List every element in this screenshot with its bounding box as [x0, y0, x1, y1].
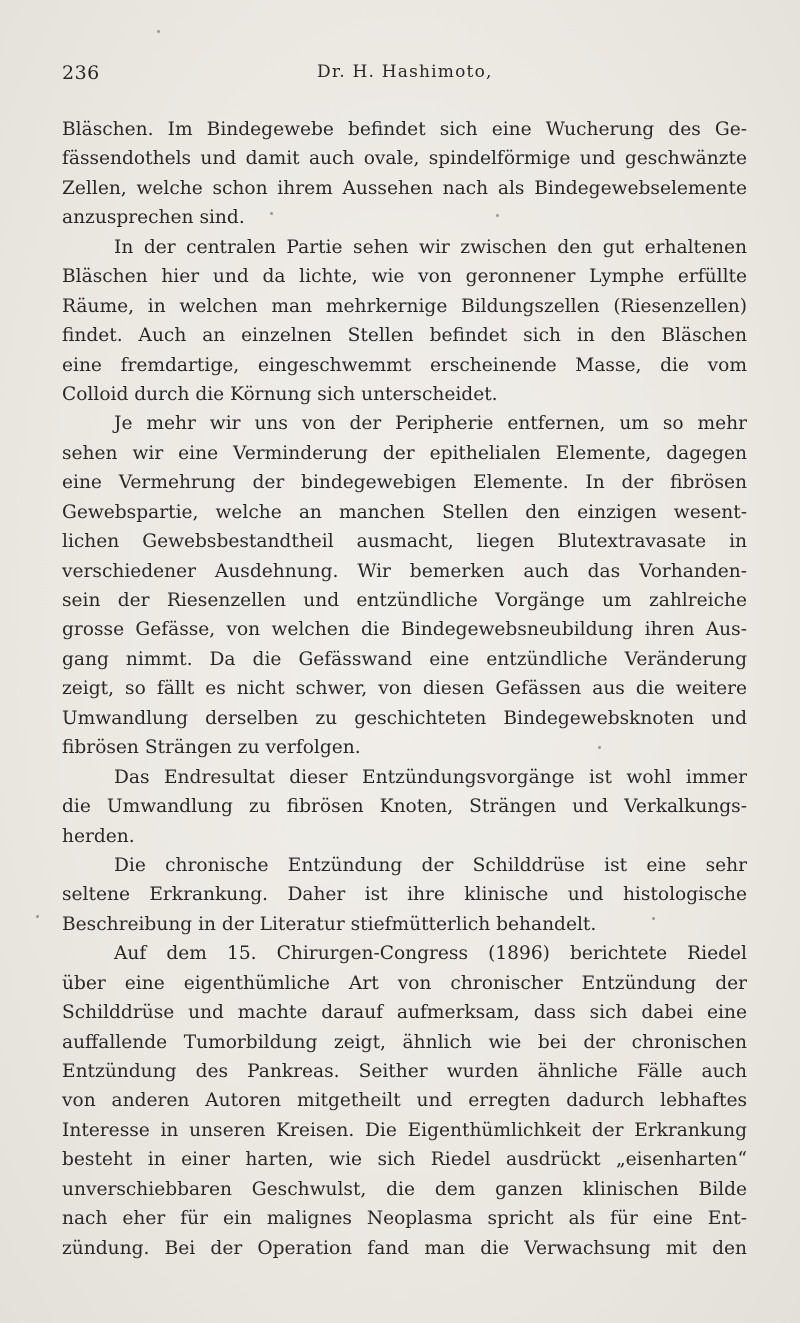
scan-speck: [36, 915, 39, 918]
text-line: sein der Riesenzellen und entzündliche Vorgänge um zahlreiche: [62, 590, 747, 611]
text-line: auffallende Tumorbildung zeigt, ähnlich wie bei der chronischen: [62, 1031, 747, 1053]
text-line: besteht in einer harten, wie sich Riedel ausdrückt „eisenharten“: [62, 1149, 747, 1171]
text-line: Gewebspartie, welche an manchen Stellen den einzigen wesent-: [62, 501, 747, 523]
text-line: von anderen Autoren mitgetheilt und erregten dadurch lebhaftes: [62, 1090, 747, 1112]
text-line: über eine eigenthümliche Art von chronischer Entzündung der: [62, 972, 747, 994]
text-line: zeigt, so fällt es nicht schwer, von diesen Gefässen aus die weitere: [62, 678, 747, 700]
text-line: In der centralen Partie sehen wir zwischen den gut erhaltenen: [114, 236, 747, 258]
page-number: 236: [62, 62, 100, 84]
text-line: Räume, in welchen man mehrkernige Bildungszellen (Riesenzellen): [62, 295, 747, 317]
text-line: Bläschen. Im Bindegewebe befindet sich eine Wucherung des Ge-: [62, 119, 747, 140]
body-text: [62, 115, 747, 1263]
text-line: zündung. Bei der Operation fand man die Verwachsung mit den: [62, 1237, 747, 1259]
text-line: Umwandlung derselben zu geschichteten Bindegewebsknoten und: [62, 707, 747, 729]
text-line: Je mehr wir uns von der Peripherie entfernen, um so mehr: [114, 413, 747, 435]
text-line: unverschiebbaren Geschwulst, die dem ganzen klinischen Bilde: [62, 1178, 747, 1200]
text-line: Beschreibung in der Literatur stiefmütterlich behandelt.: [62, 913, 597, 935]
scan-speck: [157, 30, 160, 33]
text-line: verschiedener Ausdehnung. Wir bemerken auch das Vorhanden-: [62, 560, 747, 582]
text-line: gang nimmt. Da die Gefässwand eine entzündliche Veränderung: [62, 648, 747, 670]
text-line: Schilddrüse und machte darauf aufmerksam, dass sich dabei eine: [62, 1002, 747, 1024]
scan-speck: [598, 746, 601, 749]
text-line: grosse Gefässe, von welchen die Bindegewebsneubildung ihren Aus-: [62, 619, 747, 641]
text-line: eine fremdartige, eingeschwemmt erscheinende Masse, die vom: [62, 354, 747, 376]
scan-speck: [652, 917, 655, 920]
page-header: [62, 62, 740, 92]
text-line: findet. Auch an einzelnen Stellen befindet sich in den Bläschen: [62, 325, 747, 347]
text-line: eine Vermehrung der bindegewebigen Elemente. In der fibrösen: [62, 472, 747, 494]
scan-speck: [496, 214, 499, 217]
text-line: fässendothels und damit auch ovale, spindelförmige und geschwänzte: [62, 148, 747, 170]
scan-speck: [270, 212, 273, 215]
text-line: nach eher für ein malignes Neoplasma spricht als für eine Ent-: [62, 1208, 747, 1230]
text-line: herden.: [62, 825, 135, 847]
text-line: die Umwandlung zu fibrösen Knoten, Strängen und Verkalkungs-: [62, 796, 747, 818]
text-line: Bläschen hier und da lichte, wie von geronnener Lymphe erfüllte: [62, 266, 747, 288]
text-line: Interesse in unseren Kreisen. Die Eigenthümlichkeit der Erkrankung: [62, 1119, 747, 1141]
running-head: Dr. H. Hashimoto,: [317, 62, 493, 82]
text-line: Die chronische Entzündung der Schilddrüse ist eine sehr: [114, 854, 747, 876]
text-line: lichen Gewebsbestandtheil ausmacht, liegen Blutextravasate in: [62, 531, 747, 553]
text-line: Entzündung des Pankreas. Seither wurden ähnliche Fälle auch: [62, 1061, 747, 1082]
text-line: sehen wir eine Verminderung der epithelialen Elemente, dagegen: [62, 442, 747, 464]
text-line: Das Endresultat dieser Entzündungsvorgänge ist wohl immer: [114, 766, 747, 788]
text-line: anzusprechen sind.: [62, 207, 245, 229]
text-line: Zellen, welche schon ihrem Aussehen nach als Bindegewebselemente: [62, 177, 747, 199]
text-line: seltene Erkrankung. Daher ist ihre klinische und histologische: [62, 884, 747, 906]
text-line: Auf dem 15. Chirurgen-Congress (1896) berichtete Riedel: [114, 943, 747, 965]
text-line: Colloid durch die Körnung sich unterscheidet.: [62, 383, 498, 405]
text-line: fibrösen Strängen zu verfolgen.: [62, 737, 361, 759]
